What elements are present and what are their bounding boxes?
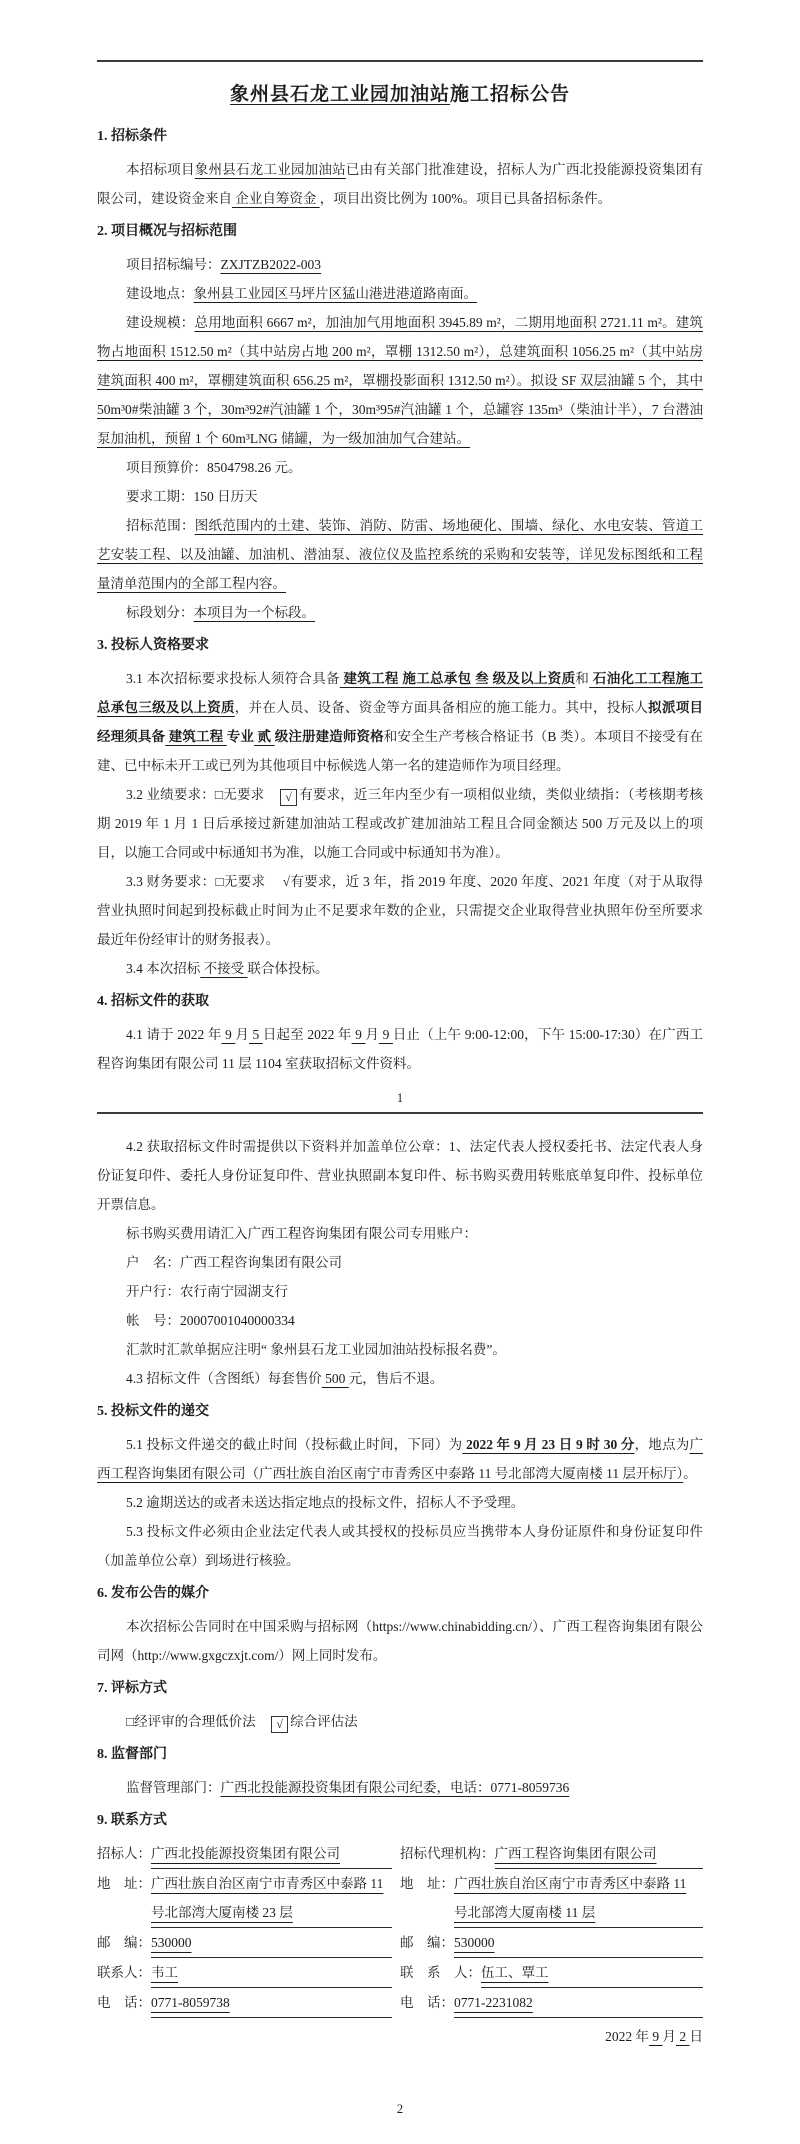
agency-label: 招标代理机构： xyxy=(400,1846,495,1861)
agency-postcode-value: 530000 xyxy=(454,1928,703,1958)
text-run: 9. 联系方式 xyxy=(97,1813,167,1828)
para-project-number xyxy=(97,250,703,279)
text-run: 本次招标公告同时在中国采购与招标网（https://www.chinabidding.cn/）、广西工程咨询集团有限公司网（http://www.gxgczxjt.com/）网上同时发布。 xyxy=(97,1619,703,1663)
text-run: 5.2 逾期送达的或者未送达指定地点的投标文件，招标人不予受理。 xyxy=(126,1495,525,1510)
tenderer-phone-value: 0771-8059738 xyxy=(151,1988,392,2018)
text-run: 和安全生产考核合格证书（B 类）。本项目不接受有在建、已中标未开工或已列为其他项目中标候选人第一名的建造师作为项目经理。 xyxy=(97,729,704,773)
para-scope xyxy=(97,511,703,598)
text-run: 专业 xyxy=(226,729,255,744)
tenderer-address-label: 地 址： xyxy=(97,1876,151,1891)
page1-body xyxy=(97,122,703,1078)
para-4-2 xyxy=(97,1132,703,1219)
page1-footer-rule xyxy=(97,1112,703,1114)
section-heading-2 xyxy=(97,217,703,246)
text-run: 象州县石龙工业园加油站 xyxy=(194,162,346,177)
contact-table xyxy=(97,1839,703,2018)
text-run: 日起至 2022 年 xyxy=(262,1027,352,1042)
text-run: 5 xyxy=(249,1027,263,1042)
tenderer-value: 广西北投能源投资集团有限公司 xyxy=(151,1839,392,1869)
agency-postcode-label: 邮 编： xyxy=(400,1935,454,1950)
text-run: 图纸范围内的土建、装饰、消防、防雷、场地硬化、围墙、绿化、水电安装、管道工艺安装工程、以及油罐、加油机、潜油泵、液位仪及监控系统的采购和安装等，详见发标图纸和工程量清单范围内的全部工程内容。 xyxy=(97,518,704,591)
contact-row-address xyxy=(97,1869,703,1928)
document-title-rest: 施工招标公告 xyxy=(450,84,571,105)
contact-row-person xyxy=(97,1958,703,1988)
text-run: 500 xyxy=(321,1371,349,1386)
text-run: 联合体投标。 xyxy=(247,961,329,976)
announcement-date xyxy=(97,2022,703,2051)
contact-cell xyxy=(400,1988,703,2018)
para-3-4 xyxy=(97,954,703,983)
text-run: 9 xyxy=(379,1027,393,1042)
text-run: 要求工期：150 日历天 xyxy=(126,489,258,504)
text-run: 监督管理部门： xyxy=(126,1780,221,1795)
agency-address-value: 广西壮族自治区南宁市青秀区中泰路 11 号北部湾大厦南楼 11 层 xyxy=(454,1869,703,1928)
text-run: 项目招标编号： xyxy=(126,257,221,272)
date-year: 2022 年 xyxy=(605,2029,649,2044)
para-5-1 xyxy=(97,1430,703,1488)
text-run: 3.2 业绩要求：□无要求 xyxy=(126,787,279,802)
checkbox-checked-icon: √ xyxy=(271,1716,288,1733)
text-run: 5.3 投标文件必须由企业法定代表人或其授权的投标员应当携带本人身份证原件和身份证复印件（加盖单位公章）到场进行核验。 xyxy=(97,1524,703,1568)
para-payment-intro xyxy=(97,1219,703,1248)
text-run: 建设地点： xyxy=(126,286,194,301)
para-5-2 xyxy=(97,1488,703,1517)
contact-cell xyxy=(97,1988,400,2018)
text-run: 级注册建造师资格 xyxy=(274,729,384,744)
contact-cell xyxy=(400,1839,703,1869)
text-run: 6. 发布公告的媒介 xyxy=(97,1586,209,1601)
date-day-value: 2 xyxy=(676,2029,690,2044)
text-run: 2022 年 9 月 23 日 9 时 30 分 xyxy=(462,1437,635,1452)
text-run: 贰 xyxy=(254,729,275,744)
text-run: 有要求，近三年内至少有一项相似业绩，类似业绩指：（考核期考核期 2019 年 1 月 1 日后承接过新建加油站工程或改扩建加油站工程且合同金额达 500 万元及以上的项目，以施工合同或中标通知书为准，以施工合同或中标通知书为准）。 xyxy=(97,787,704,860)
text-run: 综合评估法 xyxy=(290,1714,358,1729)
para-4-1 xyxy=(97,1020,703,1078)
contact-cell xyxy=(400,1869,703,1928)
tenderer-address-value: 广西壮族自治区南宁市青秀区中泰路 11号北部湾大厦南楼 23 层 xyxy=(151,1869,392,1928)
section-heading-9 xyxy=(97,1806,703,1835)
text-run: 已由有关部门批准建设，招标人为广西北投能源投资集团有限公司，建设资金来自 xyxy=(97,162,704,206)
text-run: 拟派项目经理须具备 xyxy=(97,700,704,744)
text-run: ZXJTZB2022-003 xyxy=(220,257,322,272)
text-run: 。 xyxy=(683,1466,697,1481)
text-run: 象州县工业园区马坪片区猛山港进港道路南面。 xyxy=(193,286,478,301)
para-budget xyxy=(97,453,703,482)
section-heading-3 xyxy=(97,631,703,660)
text-run: 2. 项目概况与招标范围 xyxy=(97,224,237,239)
page1-number: 1 xyxy=(396,1091,404,1105)
text-run: 元，售后不退。 xyxy=(348,1371,444,1386)
text-run: 总用地面积 6667 m²，加油加气用地面积 3945.89 m²，二期用地面积 2721.11 m²。建筑物占地面积 1512.50 m²（其中站房占地 200 m²，罩棚 1312.50 m²），总建筑面积 1056.25 m²（其中站房建筑面积 400 m²，罩棚建筑面积 656.25 m²，罩棚投影面积 1312.50 m²）。拟设 SF 双层油罐 5 个，其中 50m³0#柴油罐 3 个，30m³92#汽油罐 1 个，30m³95#汽油罐 1 个，总罐容 135m³（柴油计半），7 台潜油泵加油机，预留 1 个 60m³LNG 储罐，为一级加油加气合建站。 xyxy=(97,315,703,446)
text-run: 日止（上午 9:00-12:00，下午 15:00-17:30）在广西工程咨询集团有限公司 11 层 1104 室获取招标文件资料。 xyxy=(97,1027,704,1071)
para-8-1 xyxy=(97,1773,703,1802)
section-heading-6 xyxy=(97,1579,703,1608)
contact-cell xyxy=(400,1958,703,1988)
section-heading-4 xyxy=(97,987,703,1016)
text-run: 月 xyxy=(235,1027,249,1042)
checkbox-checked-icon: √ xyxy=(280,789,297,806)
page2-body xyxy=(97,1132,703,1835)
text-run: 建设规模： xyxy=(126,315,195,330)
para-3-1 xyxy=(97,664,703,780)
document-title-underlined-part: 象州县石龙工业园加油站 xyxy=(229,84,450,105)
contact-cell xyxy=(400,1928,703,1958)
text-run: 4.2 获取招标文件时需提供以下资料并加盖单位公章：1、法定代表人授权委托书、法定代表人身份证复印件、委托人身份证复印件、营业执照副本复印件、标书购买费用转账底单复印件、投标单位开票信息。 xyxy=(97,1139,703,1212)
text-run: 7. 评标方式 xyxy=(97,1681,167,1696)
text-run: 开户行：农行南宁园湖支行 xyxy=(126,1284,289,1299)
tenderer-phone-label: 电 话： xyxy=(97,1995,151,2010)
para-7-1 xyxy=(97,1707,703,1736)
text-run: 招标范围： xyxy=(126,518,195,533)
text-run: 建筑工程 施工总承包 叁 级及以上资质 xyxy=(339,671,576,686)
text-run: 项目预算价：8504798.26 元。 xyxy=(126,460,302,475)
text-run: 石油化工工程施工总承包三级及以上资质 xyxy=(97,671,704,715)
tenderer-label: 招标人： xyxy=(97,1846,151,1861)
contact-cell xyxy=(97,1869,400,1928)
text-run: 3.3 财务要求：□无要求 √有要求，近 3 年，指 2019 年度、2020 年度、2021 年度（对于从取得营业执照时间起到投标截止时间为止不足要求年数的企业，只需提交企业取得营业执照年份至所要求最近年份经审计的财务报表）。 xyxy=(97,874,703,947)
text-run: 4.1 请于 2022 年 xyxy=(126,1027,222,1042)
document-title xyxy=(97,80,703,110)
text-run: 3.4 本次招标 xyxy=(126,961,201,976)
contact-row-postcode xyxy=(97,1928,703,1958)
agency-phone-value: 0771-2231082 xyxy=(454,1988,703,2018)
agency-phone-label: 电 话： xyxy=(400,1995,454,2010)
section-heading-7 xyxy=(97,1674,703,1703)
text-run: 帐 号：20007001040000334 xyxy=(126,1313,295,1328)
para-bank xyxy=(97,1277,703,1306)
para-3-2 xyxy=(97,780,703,867)
agency-address-label: 地 址： xyxy=(400,1876,454,1891)
para-account-name xyxy=(97,1248,703,1277)
text-run: 广西北投能源投资集团有限公司纪委，电话：0771-8059736 xyxy=(220,1780,570,1795)
date-day-label: 日 xyxy=(689,2029,703,2044)
section-heading-5 xyxy=(97,1397,703,1426)
text-run: 9 xyxy=(221,1027,236,1042)
para-location xyxy=(97,279,703,308)
text-run: 建筑工程 xyxy=(165,729,227,744)
text-run: 4.3 招标文件（含图纸）每套售价 xyxy=(126,1371,322,1386)
tenderer-postcode-label: 邮 编： xyxy=(97,1935,151,1950)
text-run: 本招标项目 xyxy=(126,162,195,177)
para-4-3 xyxy=(97,1364,703,1393)
text-run: 和 xyxy=(575,671,590,686)
para-6-1 xyxy=(97,1612,703,1670)
text-run: □经评审的合理低价法 xyxy=(126,1714,270,1729)
tenderer-contact-value: 韦工 xyxy=(151,1958,392,1988)
para-account-number xyxy=(97,1306,703,1335)
text-run: ，项目出资比例为 100%。项目已具备招标条件。 xyxy=(319,191,612,206)
agency-value: 广西工程咨询集团有限公司 xyxy=(495,1839,704,1869)
contact-row-phone xyxy=(97,1988,703,2018)
section-heading-8 xyxy=(97,1740,703,1769)
text-run: 广西工程咨询集团有限公司（广西壮族自治区南宁市青秀区中泰路 11 号北部湾大厦南楼 11 层开标厅） xyxy=(97,1437,704,1481)
contact-cell xyxy=(97,1839,400,1869)
text-run: 户 名：广西工程咨询集团有限公司 xyxy=(126,1255,343,1270)
date-month-value: 9 xyxy=(649,2029,663,2044)
text-run: 汇款时汇款单据应注明“ 象州县石龙工业园加油站投标报名费”。 xyxy=(126,1342,506,1357)
text-run: 3. 投标人资格要求 xyxy=(97,638,209,653)
text-run: 3.1 本次招标要求投标人须符合具备 xyxy=(126,671,340,686)
text-run: 不接受 xyxy=(200,961,248,976)
date-month-label: 月 xyxy=(662,2029,676,2044)
text-run: 5. 投标文件的递交 xyxy=(97,1404,209,1419)
para-3-3 xyxy=(97,867,703,954)
text-run: ，地点为 xyxy=(634,1437,690,1452)
text-run: 标书购买费用请汇入广西工程咨询集团有限公司专用账户： xyxy=(126,1226,478,1241)
text-run: 4. 招标文件的获取 xyxy=(97,994,209,1009)
para-1-1 xyxy=(97,155,703,213)
agency-contact-value: 伍工、覃工 xyxy=(481,1958,703,1988)
text-run: 月 xyxy=(365,1027,380,1042)
para-lot-division xyxy=(97,598,703,627)
text-run: 5.1 投标文件递交的截止时间（投标截止时间，下同）为 xyxy=(126,1437,463,1452)
para-5-3 xyxy=(97,1517,703,1575)
text-run: 9 xyxy=(351,1027,366,1042)
agency-contact-label: 联 系 人： xyxy=(400,1965,481,1980)
text-run: ，并在人员、设备、资金等方面具备相应的施工能力。其中，投标人 xyxy=(234,700,649,715)
text-run: 标段划分： xyxy=(126,605,194,620)
page2-number: 2 xyxy=(396,2102,404,2116)
text-run: 1. 招标条件 xyxy=(97,129,167,144)
page1-header-rule xyxy=(97,60,703,62)
section-heading-1 xyxy=(97,122,703,151)
contact-cell xyxy=(97,1958,400,1988)
para-remit-note xyxy=(97,1335,703,1364)
text-run: 本项目为一个标段。 xyxy=(193,605,316,620)
tenderer-contact-label: 联系人： xyxy=(97,1965,151,1980)
contact-cell xyxy=(97,1928,400,1958)
contact-row-organization xyxy=(97,1839,703,1869)
text-run: 企业自筹资金 xyxy=(232,191,320,206)
text-run: 8. 监督部门 xyxy=(97,1747,167,1762)
para-scale xyxy=(97,308,703,453)
para-duration xyxy=(97,482,703,511)
tenderer-postcode-value: 530000 xyxy=(151,1928,392,1958)
